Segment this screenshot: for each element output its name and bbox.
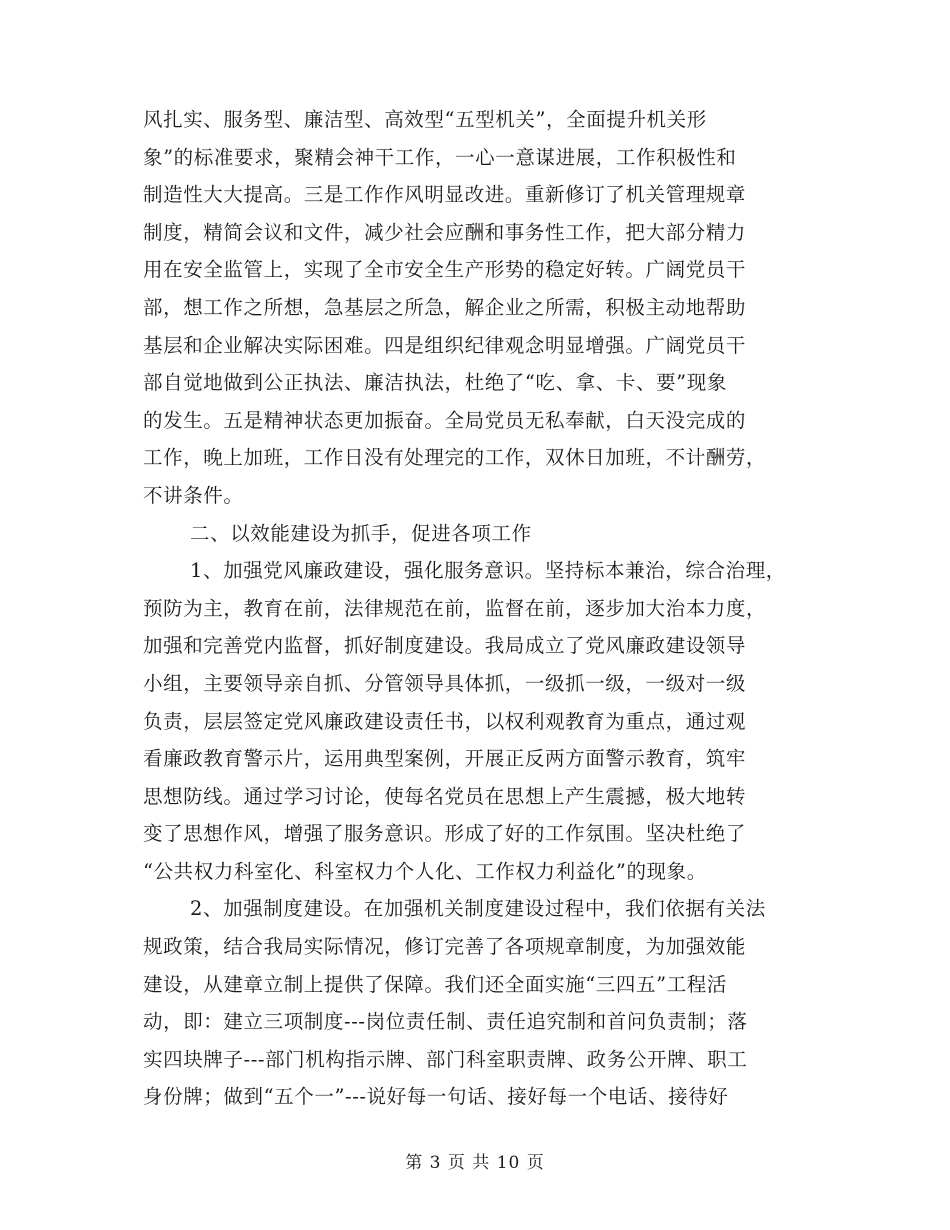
page-footer: 第 3 页 共 10 页 [405,1153,545,1173]
text-line: 小组，主要领导亲自抓、分管领导具体抓，一级抓一级，一级对一级 [143,671,747,695]
text-line: 制造性大大提高。三是工作作风明显改进。重新修订了机关管理规章 [143,183,747,207]
text-line: 部，想工作之所想，急基层之所急，解企业之所需，积极主动地帮助 [143,295,747,319]
text-line: 动，即：建立三项制度---岗位责任制、责任追究制和首问负责制；落 [143,1010,748,1034]
text-line: 象”的标准要求，聚精会神干工作，一心一意谋进展，工作积极性和 [143,145,737,169]
text-line: 看廉政教育警示片，运用典型案例，开展正反两方面警示教育，筑牢 [143,747,747,771]
text-line: 预防为主，教育在前，法律规范在前，监督在前，逐步加大治本力度， [143,596,767,620]
text-line: 变了思想作风，增强了服务意识。形成了好的工作氛围。坚决杜绝了 [143,822,747,846]
text-line: 基层和企业解决实际困难。四是组织纪律观念明显增强。广阔党员干 [143,333,747,357]
text-line: 部自觉地做到公正执法、廉洁执法，杜绝了“吃、拿、卡、要”现象 [143,371,727,395]
text-line: 二、以效能建设为抓手，促进各项工作 [190,521,532,545]
text-line: 风扎实、服务型、廉洁型、高效型“五型机关”，全面提升机关形 [143,108,707,131]
document-body [143,101,833,1116]
text-line: 制度，精简会议和文件，减少社会应酬和事务性工作，把大部分精力 [143,220,747,244]
text-line: 1、加强党风廉政建设，强化服务意识。坚持标本兼治，综合治理， [190,559,786,583]
text-line: “公共权力科室化、科室权力个人化、工作权力利益化”的现象。 [143,859,707,883]
text-line: 身份牌；做到“五个一”---说好每一句话、接好每一个电话、接待好 [143,1085,729,1109]
text-line: 的发生。五是精神状态更加振奋。全局党员无私奉献，白天没完成的 [143,408,747,432]
text-line: 建设，从建章立制上提供了保障。我们还全面实施“三四五”工程活 [143,972,727,996]
text-line: 2、加强制度建设。在加强机关制度建设过程中，我们依据有关法 [190,897,766,921]
text-line: 规政策，结合我局实际情况，修订完善了各项规章制度，为加强效能 [143,935,747,959]
text-line: 思想防线。通过学习讨论，使每名党员在思想上产生震撼，极大地转 [143,784,747,808]
text-line: 工作，晚上加班，工作日没有处理完的工作，双休日加班，不计酬劳， [143,446,767,470]
text-line: 实四块牌子---部门机构指示牌、部门科室职责牌、政务公开牌、职工 [143,1047,748,1071]
text-line: 负责，层层签定党风廉政建设责任书，以权利观教育为重点，通过观 [143,709,747,733]
text-line: 不讲条件。 [143,483,244,507]
text-line: 用在安全监管上，实现了全市安全生产形势的稳定好转。广阔党员干 [143,258,747,282]
text-line: 加强和完善党内监督，抓好制度建设。我局成立了党风廉政建设领导 [143,634,747,658]
